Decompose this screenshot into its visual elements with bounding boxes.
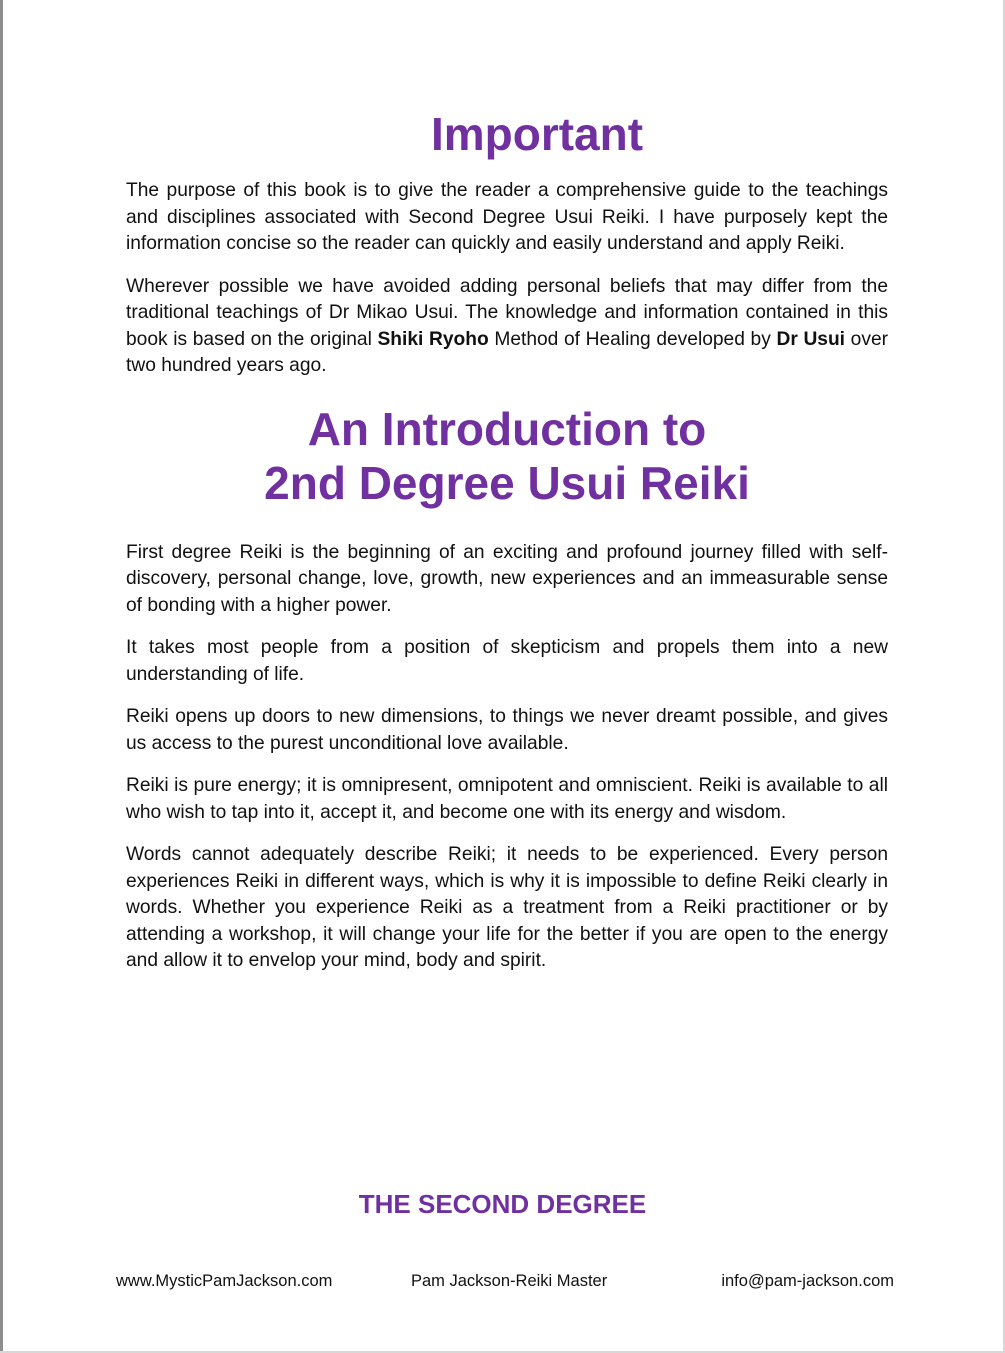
important-paragraph-2-part-3: over two hundred years ago. (126, 328, 889, 376)
intro-paragraph-3: Reiki opens up doors to new dimensions, to things we never dreamt possible, and gives us access to the purest unconditional love available. (126, 706, 888, 754)
important-paragraph-2-part-2: Method of Healing developed by (488, 328, 777, 350)
heading-important: Important (430, 108, 644, 160)
heading-introduction (126, 402, 888, 510)
heading-introduction-line-1: An Introduction to (307, 402, 707, 455)
page-edge-left (0, 0, 3, 1353)
intro-paragraph-2: It takes most people from a position of skepticism and propels them into a new understanding of life. (126, 637, 888, 685)
footer-website: www.MysticPamJackson.com (116, 1272, 333, 1290)
important-paragraph-1: The purpose of this book is to give the reader a comprehensive guide to the teachings and disciplines associated with Second Degree Usui Reiki. I have purposely kept the information concise so the reader can quickly and easily understand and apply Reiki. (126, 180, 888, 254)
dr-usui-bold: Dr Usui (776, 328, 846, 350)
section-label-second-degree: THE SECOND DEGREE (358, 1189, 647, 1219)
footer-author: Pam Jackson-Reiki Master (411, 1272, 608, 1290)
intro-paragraph-4: Reiki is pure energy; it is omnipresent, omnipotent and omniscient. Reiki is available to all who wish to tap into it, accept it, and become one with its energy and wisdom. (126, 775, 888, 823)
heading-introduction-line-2: 2nd Degree Usui Reiki (264, 456, 750, 509)
intro-paragraph-5: Words cannot adequately describe Reiki; it needs to be experienced. Every person experiences Reiki in different ways, which is why it is impossible to define Reiki clearly in words. Whether you experience Reiki as a treatment from a Reiki practitioner or by attending a workshop, it will change your life for the better if you are open to the energy and allow it to envelop your mind, body and spirit. (126, 844, 888, 971)
document-page-content (126, 104, 888, 991)
intro-paragraph-1: First degree Reiki is the beginning of an exciting and profound journey filled with self-discovery, personal change, love, growth, new experiences and an immeasurable sense of bonding with a higher power. (126, 541, 888, 616)
important-paragraph-2-part-1: Wherever possible we have avoided adding personal beliefs that may differ from the traditional teachings of Dr Mikao Usui. The knowledge and information contained in this book is based on the original (126, 275, 888, 350)
footer-email: info@pam-jackson.com (721, 1272, 894, 1290)
shiki-ryoho-bold: Shiki Ryoho (377, 328, 489, 350)
important-paragraph-2 (126, 274, 888, 380)
